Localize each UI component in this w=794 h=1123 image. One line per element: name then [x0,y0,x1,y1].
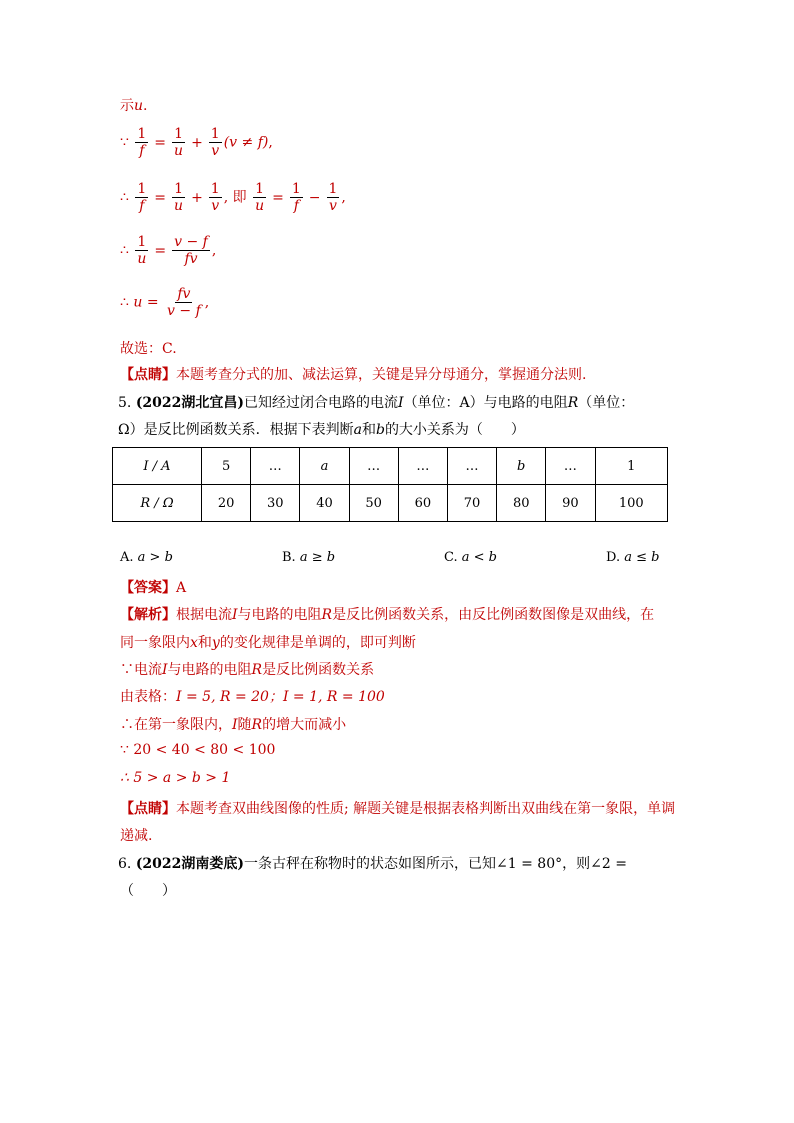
numerator: 1 [137,181,147,197]
table-cell: 80 [497,485,546,522]
denominator: u [255,198,265,214]
text: 与电路的电阻 [237,607,322,623]
numerator: 1 [255,181,265,197]
step-2 [120,686,385,706]
q5-line-1 [118,392,634,412]
comment-text: 本题考查分式的加、减法运算，关键是异分母通分，掌握通分法则. [176,367,587,383]
denominator: v [211,198,220,214]
text: 同一象限内 [120,635,190,651]
var-I: I [398,395,404,411]
denominator: f [139,198,145,214]
derivation-line-3: ∴ $\frac{1}{f}$ = $\frac{1}{u}$ + $\frac{1}{v}$ , 即 $\frac{1}{u}$ = $\frac{1}{f}$ − $\frac{1}{v}$ , [120,181,346,214]
option-a [120,550,173,565]
var-u: u [134,98,144,114]
text: 是反比例函数关系 [262,662,375,678]
var-b: b [375,422,385,438]
option-label: B. [282,550,296,565]
fraction [209,126,222,159]
numerator: 1 [174,181,183,197]
denominator: v [329,198,337,214]
answer-tag: 【答案】 [120,580,176,596]
option-label: A. [120,550,134,565]
denominator: v − f [167,303,201,319]
fraction [165,286,203,319]
comment-2 [120,798,675,818]
option-label: C. [444,550,458,565]
table-cell: 40 [300,485,349,522]
table-cell: … [349,448,398,485]
text: 是反比例函数关系，由反比例函数图像是双曲线，在 [332,607,655,623]
text: Ω）是反比例函数关系．根据下表判断 [118,422,354,438]
var-I: I [232,607,238,623]
step-3 [120,714,346,734]
table-cell: I / A [113,448,202,485]
therefore-symbol: ∴ [120,242,129,259]
answer-block [120,577,186,597]
var-I: I [232,717,238,733]
option-expr: a ≤ b [624,550,660,565]
comment-tag: 【点睛】 [120,367,176,383]
question-number: 6. [118,856,132,872]
step-4: ∵ 20 < 40 < 80 < 100 [120,742,276,758]
text: ∵电流 [120,662,162,678]
option-c [444,550,497,565]
text: , [341,189,346,206]
since-symbol: ∵ [120,134,129,151]
table-cell: b [497,448,546,485]
text: 随 [237,717,252,733]
text: . [143,98,148,114]
denominator: v [211,143,220,159]
option-expr: a < b [461,550,497,565]
fraction [135,181,148,214]
table-row [113,448,668,485]
therefore-symbol: ∴ [120,189,129,206]
var-R: R [567,395,579,411]
fraction [172,181,185,214]
therefore-symbol: ∴ [120,294,129,311]
fraction [135,234,148,267]
var-x: x [190,635,198,651]
var-R: R [251,662,263,678]
var-y: y [211,635,220,651]
question-number: 5. [118,395,132,411]
analysis-line-1 [120,604,654,624]
step-5: ∴ 5 > a > b > 1 [120,770,231,786]
text: , [211,242,217,259]
denominator: u [174,198,184,214]
step-1 [120,659,374,679]
fraction [290,181,303,214]
text: （单位：A）与电路的电阻 [403,395,568,411]
numerator: 1 [291,181,301,197]
text: ∴在第一象限内， [120,717,232,733]
table-cell: 70 [447,485,496,522]
comment-1 [120,364,586,384]
text: 和 [197,635,212,651]
fraction [327,181,340,214]
table-cell: 60 [398,485,447,522]
q6-line-1 [118,853,627,873]
fraction [135,126,148,159]
table-cell: 5 [202,448,251,485]
text: 的大小关系为（ ） [384,422,525,438]
table-row [113,485,668,522]
expr: I = 5, R = 20；I = 1, R = 100 [176,689,385,705]
fraction [209,181,222,214]
question-source: (2022湖北宜昌) [135,395,245,411]
derivation-line-2: ∵ $\frac{1}{f}$ = $\frac{1}{u}$ + $\frac{1}{v}$ (v ≠ f), [120,126,273,159]
derivation-line-4: ∴ $\frac{1}{u}$ = $\frac{v - f}{fv}$ , [120,234,217,267]
comment-text: 本题考查双曲线图像的性质; 解题关键是根据表格判断出双曲线在第一象限，单调 [176,801,676,817]
text: 与电路的电阻 [167,662,252,678]
derivation-line-1 [120,95,147,115]
text: 的变化规律是单调的，即可判断 [219,635,416,651]
numerator: 1 [210,126,220,142]
var-a: a [353,422,362,438]
option-label: D. [606,550,621,565]
text: 的增大而减小 [262,717,347,733]
table-cell: R / Ω [113,485,202,522]
derivation-line-5 [120,286,209,319]
answer-line: 故选：C. [120,341,177,357]
table-cell: … [398,448,447,485]
table-cell: … [251,448,300,485]
table-cell: 90 [546,485,595,522]
numerator: 1 [174,126,183,142]
table-cell: 50 [349,485,398,522]
denominator: f [139,143,145,159]
lhs: u = [133,294,159,311]
text: 根据电流 [176,607,232,623]
analysis-line-2 [120,632,416,652]
text: 由表格： [120,689,176,705]
var-R: R [321,607,333,623]
answer-value: A [176,580,187,596]
numerator: 1 [137,126,147,142]
option-b [282,550,335,565]
fraction [172,234,210,267]
numerator: 1 [137,234,147,250]
numerator: 1 [210,181,220,197]
fraction [253,181,266,214]
fraction [172,126,185,159]
table-cell: 100 [595,485,668,522]
question-source: (2022湖南娄底) [135,856,245,872]
text: 已知经过闭合电路的电流 [244,395,399,411]
denominator: u [174,143,184,159]
table-cell: 1 [595,448,668,485]
question-stem: 一条古秤在称物时的状态如图所示，已知∠1 = 80°，则∠2 = [244,856,627,872]
q6-line-2: （ ） [120,883,176,899]
numerator: 1 [328,181,338,197]
text: , 即 [223,189,247,206]
table-cell: … [546,448,595,485]
table-cell: 30 [251,485,300,522]
denominator: f [293,198,299,214]
text: , [268,134,273,151]
text: （单位： [578,395,635,411]
text: , [204,294,210,311]
numerator: v − f [174,234,208,250]
table-cell: 20 [202,485,251,522]
data-table [112,447,668,522]
table-cell: … [447,448,496,485]
text: 示 [120,98,134,114]
analysis-tag: 【解析】 [120,607,176,623]
numerator: fv [177,286,191,302]
comment-tag: 【点睛】 [120,801,176,817]
denominator: fv [184,251,198,267]
option-d [606,550,659,565]
var-I: I [162,662,168,678]
q5-line-2 [118,419,525,439]
option-expr: a ≥ b [299,550,336,565]
option-expr: a > b [137,550,173,565]
table-cell: a [300,448,349,485]
denominator: u [137,251,147,267]
text: 和 [361,422,376,438]
comment-2-cont: 递减. [120,828,153,844]
var-R: R [251,717,263,733]
condition: (v ≠ f) [223,134,269,151]
